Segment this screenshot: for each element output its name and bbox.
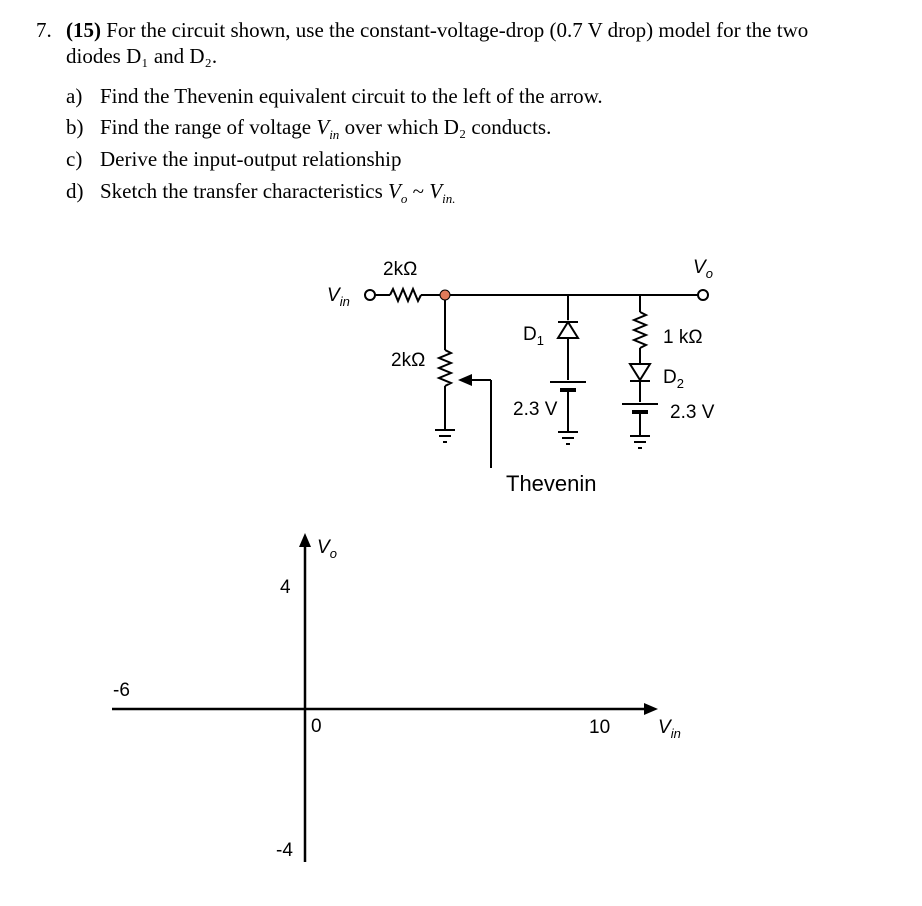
graph-axes [112, 545, 645, 862]
y-tick-bottom: -4 [276, 840, 293, 861]
r-series-label: 2kΩ [383, 259, 418, 280]
vo-label: $V_o$ [693, 257, 713, 281]
var-vin: V [429, 179, 443, 203]
v-source1-label: 2.3 V [513, 399, 558, 420]
d1-label: $D_1$ [523, 324, 544, 348]
r-load-label: 1 kΩ [663, 327, 703, 348]
problem-stem-line2: diodes D₁ and D₂. [66, 44, 218, 68]
thevenin-label: Thevenin [506, 471, 597, 496]
var-vo: V [388, 179, 401, 203]
tilde: ~ [407, 179, 430, 203]
problem-points: (15) [66, 18, 101, 42]
x-axis-arrow-head [644, 703, 658, 715]
y-axis-label: $V_o$ [317, 537, 337, 561]
part-label: b) [66, 115, 84, 139]
resistor-load [634, 312, 646, 348]
vin-terminal [365, 290, 375, 300]
part-text-tail: over which D₂ conducts. [339, 115, 552, 139]
y-axis-arrow-head [299, 533, 311, 547]
y-tick-top: 4 [280, 577, 291, 598]
vin-label: $V_{in}$ [327, 285, 350, 309]
part-label: c) [66, 147, 83, 171]
x-tick-right: 10 [589, 717, 611, 738]
var-sub: in [329, 127, 340, 143]
r-shunt-label: 2kΩ [391, 350, 426, 371]
origin-label: 0 [311, 716, 322, 737]
d2-triangle [630, 364, 650, 380]
node-dot [440, 290, 450, 300]
thevenin-arrow-head [458, 374, 472, 386]
var-v: V [316, 115, 330, 139]
problem-stem-line1: For the circuit shown, use the constant-voltage-drop (0.7 V drop) model for the two [101, 18, 809, 42]
d1-triangle [558, 322, 578, 338]
v-source2-label: 2.3 V [670, 402, 715, 423]
circuit [365, 289, 708, 468]
var-sub: in. [442, 191, 456, 207]
x-axis-label: $V_{in}$ [658, 717, 681, 741]
part-text: Sketch the transfer characteristics [100, 179, 389, 203]
part-text: Derive the input-output relationship [100, 147, 402, 171]
part-label: a) [66, 84, 83, 108]
problem-number: 7. [36, 18, 52, 42]
var-sub: o [400, 191, 408, 207]
resistor-series [390, 289, 421, 301]
part-text: Find the range of voltage [100, 115, 317, 139]
vo-terminal [698, 290, 708, 300]
x-tick-left: -6 [113, 680, 130, 701]
resistor-shunt [439, 350, 451, 386]
part-label: d) [66, 179, 84, 203]
part-text: Find the Thevenin equivalent circuit to the left of the arrow. [100, 84, 603, 108]
d2-label: $D_2$ [663, 367, 684, 391]
